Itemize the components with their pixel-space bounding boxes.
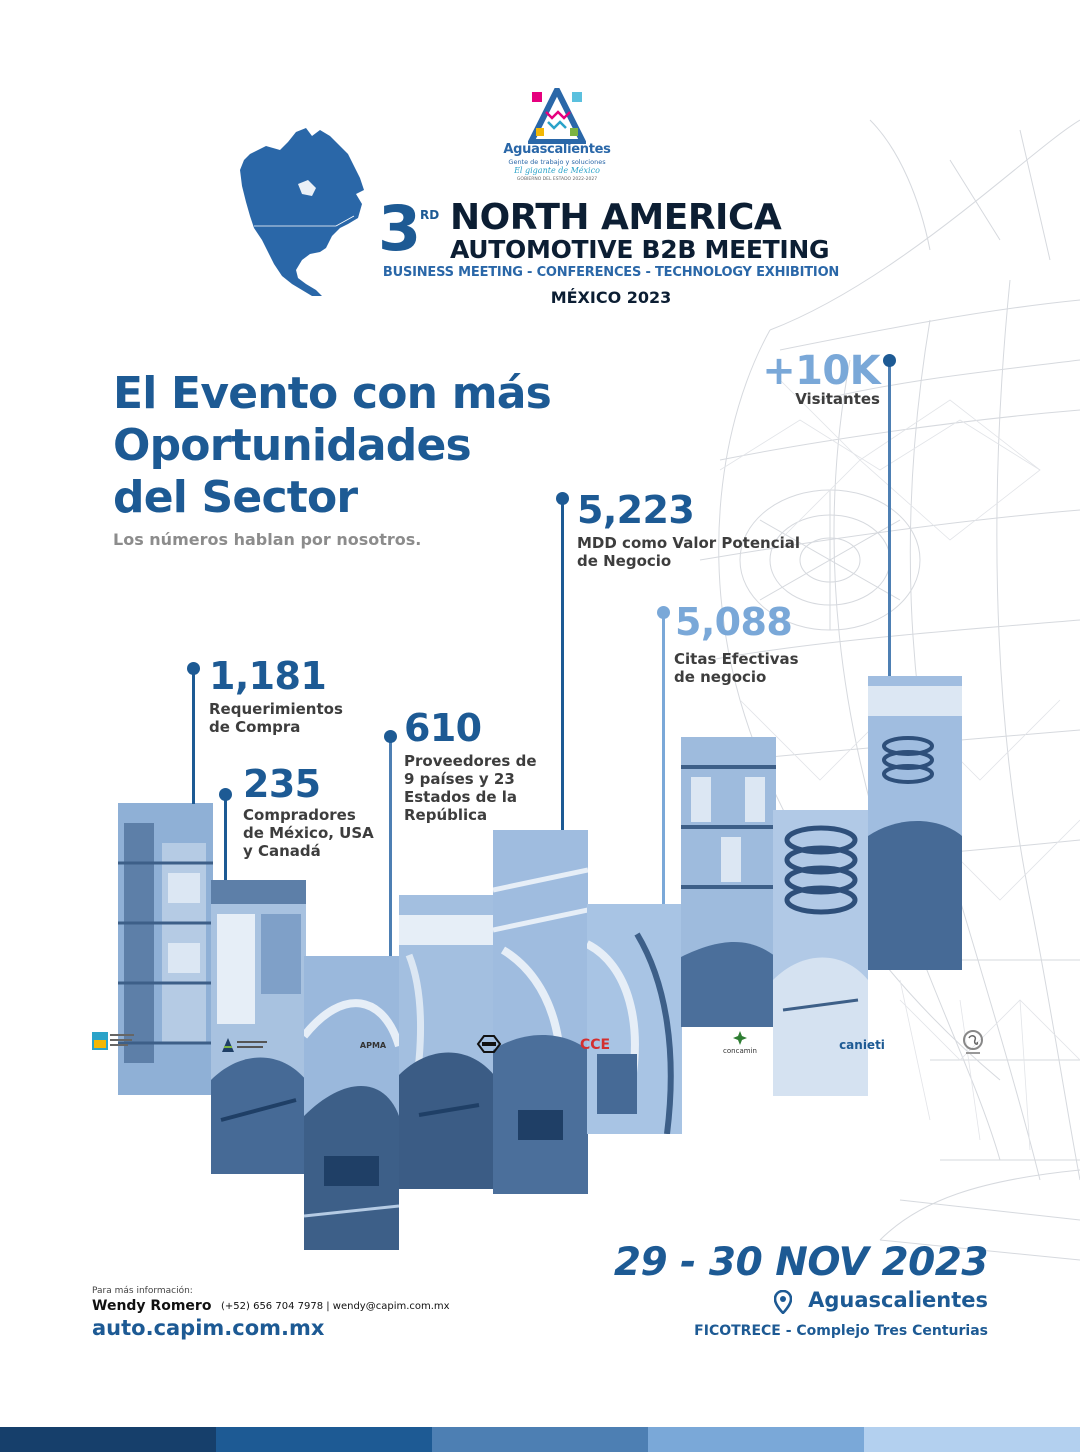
factory-photo-7 — [681, 737, 776, 1027]
stat-appointments-value: 5,088 — [675, 600, 793, 644]
logo-name: Aguascalientes — [503, 142, 611, 157]
factory-photo-6 — [587, 904, 682, 1134]
headline-line3: del Sector — [113, 472, 358, 523]
sponsor-apma — [350, 1030, 396, 1060]
stat-requirements-label-line1: Requerimientos — [209, 700, 343, 718]
headline-line1: El Evento con más — [113, 368, 552, 419]
footer-band-1 — [0, 1427, 216, 1452]
sponsor-cce-text: CCE — [580, 1037, 611, 1053]
logo-small-text: GOBIERNO DEL ESTADO 2022-2027 — [516, 177, 598, 182]
sponsor-canieti — [836, 1030, 888, 1060]
pin-dot-appointments — [657, 606, 670, 619]
pin-line-buyers — [224, 798, 227, 880]
factory-photo-2 — [211, 880, 306, 1174]
sponsor-canieti-text: canieti — [839, 1038, 885, 1052]
stat-buyers-label-line2: de México, USA — [243, 824, 374, 842]
contact-details[interactable]: (+52) 656 704 7978 | wendy@capim.com.mx — [221, 1301, 450, 1312]
stat-buyers-label-line1: Compradores — [243, 806, 356, 824]
stat-appointments-label-line2: de negocio — [674, 668, 767, 686]
stat-business-value: 5,223 — [577, 488, 695, 532]
pin-dot-visitors — [883, 354, 896, 367]
pin-line-requirements — [192, 668, 195, 804]
stat-suppliers-label — [404, 752, 537, 824]
event-title-line1: NORTH AMERICA — [450, 197, 782, 238]
stat-business-label-line1: MDD como Valor Potencial — [577, 534, 801, 552]
edition-number: 3 — [378, 192, 422, 265]
event-subtitle: BUSINESS MEETING - CONFERENCES - TECHNOLOGY EXHIBITION — [382, 265, 840, 280]
sponsor-logo-nma-icon — [476, 1034, 502, 1054]
sponsor-apma-text: APMA — [359, 1040, 387, 1050]
stat-appointments-label-line1: Citas Efectivas — [674, 650, 799, 668]
event-title-line2: AUTOMOTIVE B2B MEETING — [450, 235, 830, 264]
stat-business-label — [577, 534, 800, 570]
stat-suppliers-label-line2: 9 países y 23 — [404, 770, 515, 788]
logo-slogan: El gigante de México — [514, 166, 600, 175]
sponsor-logo-1-icon — [92, 1030, 136, 1052]
sponsor-logo-2-icon — [220, 1036, 270, 1054]
stat-suppliers-label-line1: Proveedores de — [404, 752, 537, 770]
contact-name: Wendy Romero — [92, 1298, 212, 1314]
pin-dot-business-value — [556, 492, 569, 505]
sponsor-cce — [580, 1030, 648, 1060]
stat-appointments-label — [674, 650, 799, 686]
event-city: Aguascalientes — [808, 1288, 988, 1312]
logo-tagline: Gente de trabajo y soluciones — [508, 158, 606, 166]
footer-band-3 — [432, 1427, 648, 1452]
stat-visitors-label: Visitantes — [795, 390, 880, 408]
pin-dot-suppliers — [384, 730, 397, 743]
sponsor-concamin: concamin — [723, 1047, 757, 1055]
north-america-map — [236, 124, 366, 300]
footer-band-5 — [864, 1427, 1080, 1452]
pin-line-visitors — [888, 362, 891, 676]
event-place-year: MÉXICO 2023 — [550, 288, 672, 307]
stat-buyers-label-line3: y Canadá — [243, 842, 321, 860]
stat-buyers-label — [243, 806, 374, 860]
factory-photo-3 — [304, 956, 399, 1250]
stat-buyers-value: 235 — [243, 762, 321, 806]
stat-requirements-value: 1,181 — [209, 654, 327, 698]
stat-suppliers-label-line3: Estados de la — [404, 788, 518, 806]
concamin-logo-icon — [732, 1030, 748, 1046]
stat-requirements-label-line2: de Compra — [209, 718, 301, 736]
stat-suppliers-label-line4: República — [404, 806, 488, 824]
stat-business-label-line2: de Negocio — [577, 552, 672, 570]
pin-line-suppliers — [389, 740, 392, 956]
sponsor-logo-last-icon — [962, 1030, 984, 1056]
pin-line-business-value — [561, 498, 564, 830]
stat-requirements-label — [209, 700, 343, 736]
pin-line-appointments — [662, 612, 665, 904]
contact-info-label: Para más información: — [92, 1286, 193, 1296]
aguascalientes-logo-icon — [528, 88, 586, 144]
headline-tagline: Los números hablan por nosotros. — [113, 530, 422, 549]
factory-photo-9 — [868, 676, 962, 970]
pin-dot-requirements — [187, 662, 200, 675]
stat-suppliers-value: 610 — [404, 706, 482, 750]
event-venue: FICOTRECE - Complejo Tres Centurias — [694, 1323, 988, 1339]
footer-band-4 — [648, 1427, 864, 1452]
event-dates: 29 - 30 NOV 2023 — [613, 1240, 988, 1285]
stat-visitors-value: +10K — [762, 348, 880, 394]
edition-suffix: RD — [420, 208, 440, 222]
website-link[interactable]: auto.capim.com.mx — [92, 1316, 325, 1340]
headline-line2: Oportunidades — [113, 420, 471, 471]
factory-photo-5 — [493, 830, 588, 1194]
footer-band-2 — [216, 1427, 432, 1452]
pin-dot-buyers — [219, 788, 232, 801]
